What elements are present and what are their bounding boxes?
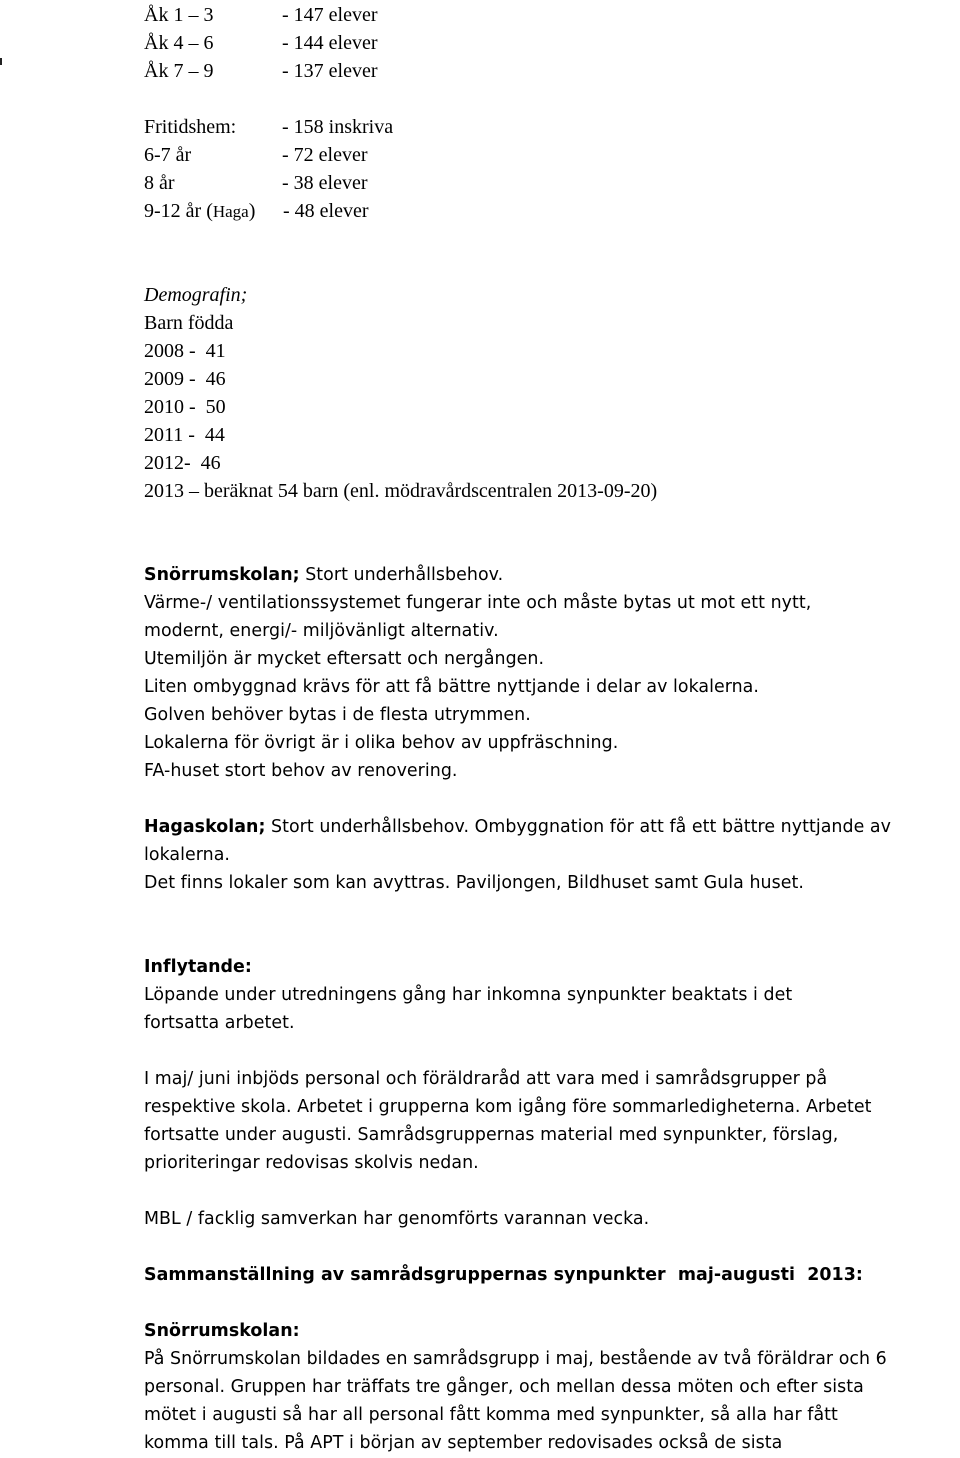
- fritidshem-value: - 72 elever: [282, 144, 368, 166]
- inflytande-line: Löpande under utredningens gång har inkomna synpunkter beaktats i det: [144, 985, 793, 1005]
- haga-line: lokalerna.: [144, 845, 230, 865]
- demografi-row: 2012- 46: [144, 452, 221, 474]
- grade-label: Åk 7 – 9: [144, 60, 214, 82]
- demografi-row: 2009 - 46: [144, 368, 226, 390]
- fritidshem-value: - 38 elever: [282, 172, 368, 194]
- inflytande-heading: Inflytande:: [144, 957, 252, 977]
- inflytande-line: fortsatta arbetet.: [144, 1013, 295, 1033]
- demografi-row: 2008 - 41: [144, 340, 226, 362]
- margin-mark: [0, 58, 2, 65]
- grade-value: - 137 elever: [282, 60, 378, 82]
- demografi-row: 2011 - 44: [144, 424, 225, 446]
- grade-label: Åk 4 – 6: [144, 32, 214, 54]
- snorrum-line: modernt, energi/- miljövänligt alternativ.: [144, 621, 499, 641]
- snorrum-line: Golven behöver bytas i de flesta utrymmen.: [144, 705, 531, 725]
- demografi-row: 2013 – beräknat 54 barn (enl. mödravårdscentralen 2013-09-20): [144, 480, 658, 502]
- grade-value: - 147 elever: [282, 4, 378, 26]
- demografi-title: Demografin;: [144, 284, 248, 306]
- fritidshem-label: 6-7 år: [144, 144, 192, 166]
- snorrum-line: Utemiljön är mycket eftersatt och nergången.: [144, 649, 545, 669]
- demografi-row: 2010 - 50: [144, 396, 226, 418]
- fritidshem-label: 8 år: [144, 172, 175, 194]
- sammanstallning-line: personal. Gruppen har träffats tre gånger, och mellan dessa möten och efter sista: [144, 1377, 864, 1397]
- inflytande-line: fortsatte under augusti. Samrådsgruppernas material med synpunkter, förslag,: [144, 1125, 839, 1145]
- inflytande-line: respektive skola. Arbetet i grupperna kom igång före sommarledigheterna. Arbetet: [144, 1097, 872, 1117]
- grade-label: Åk 1 – 3: [144, 4, 214, 26]
- sammanstallning-line: mötet i augusti så har all personal fått komma med synpunkter, så alla har fått: [144, 1405, 838, 1425]
- snorrum-line: Liten ombyggnad krävs för att få bättre nyttjande i delar av lokalerna.: [144, 677, 759, 697]
- snorrum-line: FA-huset stort behov av renovering.: [144, 761, 458, 781]
- grade-value: - 144 elever: [282, 32, 378, 54]
- fritidshem-label: Fritidshem:: [144, 116, 237, 138]
- fritidshem-value: - 48 elever: [278, 200, 369, 222]
- demografi-subtitle: Barn födda: [144, 312, 234, 334]
- fritidshem-value: - 158 inskriva: [282, 116, 394, 138]
- inflytande-line: prioriteringar redovisas skolvis nedan.: [144, 1153, 479, 1173]
- haga-line: Det finns lokaler som kan avyttras. Paviljongen, Bildhuset samt Gula huset.: [144, 873, 804, 893]
- sammanstallning-subheading: Snörrumskolan:: [144, 1321, 300, 1341]
- sammanstallning-heading: Sammanställning av samrådsgruppernas synpunkter maj-augusti 2013:: [144, 1265, 863, 1285]
- inflytande-line: MBL / facklig samverkan har genomförts varannan vecka.: [144, 1209, 650, 1229]
- sammanstallning-line: På Snörrumskolan bildades en samrådsgrupp i maj, bestående av två föräldrar och 6: [144, 1349, 887, 1369]
- snorrum-line: Värme-/ ventilationssystemet fungerar inte och måste bytas ut mot ett nytt,: [144, 593, 812, 613]
- fritidshem-label: 9-12 år (Haga): [144, 200, 256, 222]
- inflytande-line: I maj/ juni inbjöds personal och föräldraråd att vara med i samrådsgrupper på: [144, 1069, 828, 1089]
- snorrum-heading: Snörrumskolan; Stort underhållsbehov.: [144, 565, 504, 585]
- sammanstallning-line: komma till tals. På APT i början av september redovisades också de sista: [144, 1433, 783, 1453]
- haga-heading: Hagaskolan; Stort underhållsbehov. Ombyggnation för att få ett bättre nyttjande av: [144, 817, 891, 837]
- snorrum-line: Lokalerna för övrigt är i olika behov av uppfräschning.: [144, 733, 619, 753]
